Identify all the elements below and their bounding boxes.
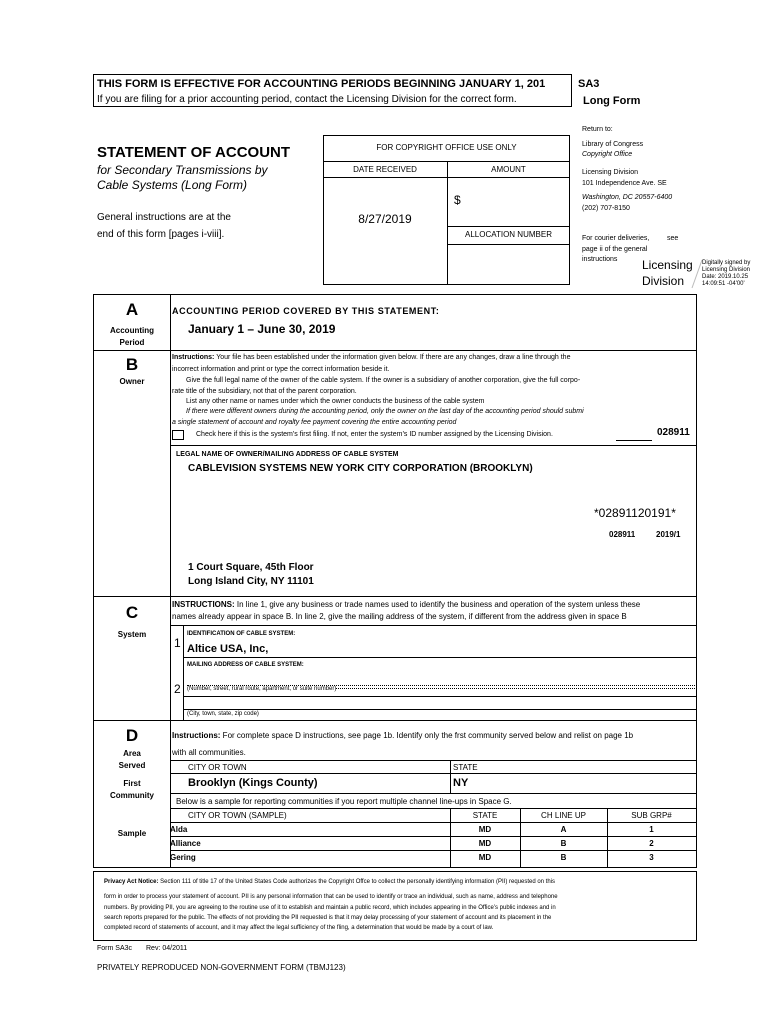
owner-instructions-text: Your file has been established under the information given below. If there are any changes, draw a line through the: [214, 354, 571, 361]
sample-row-3-city: Gering: [170, 853, 196, 862]
return-line-6: (202) 707-8150: [582, 205, 630, 212]
signature-name-2: Division: [642, 274, 685, 288]
sample-row-1-city: Alda: [170, 825, 188, 834]
area-instructions-text: For complete space D instructions, see page 1b. Identify only the frst community served below and relist on page 1b: [220, 731, 634, 740]
sample-row-3-ch: B: [560, 853, 567, 862]
date-received-value: 8/27/2019: [358, 212, 412, 226]
sample-row-3-grp: 3: [649, 853, 654, 862]
area-label-2: Served: [118, 761, 146, 770]
sample-label: Sample: [117, 829, 147, 838]
legal-name-label: LEGAL NAME OF OWNER/MAILING ADDRESS OF CABLE SYSTEM: [176, 451, 399, 458]
space-a-letter: A: [125, 300, 139, 319]
sample-row-2-grp: 2: [649, 839, 654, 848]
sample-row-3-state: MD: [478, 853, 492, 862]
return-to-label: Return to:: [582, 126, 613, 133]
amount-dollar-sign: $: [454, 193, 461, 207]
owner-name: CABLEVISION SYSTEMS NEW YORK CITY CORPORATION (BROOKLYN): [188, 463, 533, 474]
signature-detail-4: 14:09:51 -04'00': [702, 281, 745, 287]
owner-instructions-6: If there were different owners during the accounting period, only the owner on the last day of the accounting period should submi: [186, 408, 584, 415]
privacy-line-1-text: Section 111 of title 17 of the United States Code authorizes the Copyright Offce to collect the personally identifying information (PII) requested on this: [158, 879, 556, 885]
line-2-number: 2: [174, 682, 181, 696]
return-line-1: Library of Congress: [582, 141, 644, 148]
city-hint: (City, town, state, zip code): [187, 711, 259, 717]
sample-note: Below is a sample for reporting communities if you report multiple channel line-ups in Space G.: [176, 797, 512, 806]
identification-label: IDENTIFICATION OF CABLE SYSTEM:: [187, 631, 296, 637]
effective-line: THIS FORM IS EFFECTIVE FOR ACCOUNTING PERIODS BEGINNING JANUARY 1, 201: [97, 78, 546, 90]
system-id-number: 028911: [657, 427, 690, 438]
system-instructions-1: [172, 600, 696, 609]
return-line-2: Copyright Office: [582, 151, 633, 158]
owner-instructions-2: incorrect information and print or type the correct information beside it.: [172, 366, 390, 373]
first-community-city: Brooklyn (Kings County): [188, 777, 318, 789]
footer-revision: Rev: 04/2011: [146, 945, 188, 952]
courier-see: see: [667, 235, 679, 242]
owner-instructions-4: rate title of the subsidiary, not that of the parent corporation.: [172, 388, 357, 395]
return-line-3: Licensing Division: [582, 169, 639, 176]
sample-row-1-state: MD: [478, 825, 492, 834]
office-use-heading: FOR COPYRIGHT OFFICE USE ONLY: [376, 143, 517, 152]
first-community-label-2: Community: [110, 791, 154, 800]
signature-detail-3: Date: 2019.10.25: [702, 274, 749, 280]
first-community-state: NY: [453, 777, 469, 789]
owner-instructions-5: List any other name or names under which the owner conducts the business of the cable system: [186, 398, 485, 405]
long-form-label: Long Form: [583, 95, 641, 107]
general-instructions-1: General instructions are at the: [97, 212, 231, 223]
area-label-1: Area: [123, 749, 141, 758]
return-line-4: 101 Independence Ave. SE: [582, 180, 667, 187]
first-filing-checkbox[interactable]: [172, 430, 184, 440]
barcode-id: 028911: [609, 530, 636, 539]
accounting-period-value: January 1 – June 30, 2019: [188, 322, 336, 336]
space-b-label: Owner: [119, 377, 145, 386]
mailing-address-label: MAILING ADDRESS OF CABLE SYSTEM:: [187, 662, 304, 668]
privacy-line-5: completed record of statements of account, and it may affect the legal sufficiency of the fling, a determination that would be made by a court of law.: [104, 925, 494, 931]
date-received-label: DATE RECEIVED: [353, 165, 417, 174]
system-instructions-bold: INSTRUCTIONS:: [172, 600, 235, 609]
privacy-line-1: [104, 879, 555, 885]
prior-period-line: If you are filing for a prior accounting period, contact the Licensing Division for the correct form.: [97, 94, 517, 105]
signature-name-1: Licensing: [642, 258, 693, 272]
barcode-text: *02891120191*: [594, 506, 676, 520]
space-d-letter: D: [125, 726, 139, 745]
sample-row-2-ch: B: [560, 839, 567, 848]
first-community-label-1: First: [123, 779, 141, 788]
courier-line-3: instructions: [582, 256, 618, 263]
signature-detail-2: Licensing Division: [702, 267, 751, 273]
privacy-bold: Privacy Act Notice:: [104, 879, 159, 885]
sample-header-sub-grp: SUB GRP#: [631, 811, 672, 820]
courier-line-2: page ii of the general: [582, 246, 648, 253]
space-b-letter: B: [125, 355, 139, 374]
general-instructions-2: end of this form [pages i-viii].: [97, 229, 225, 240]
sample-header-ch-line-up: CH LINE UP: [541, 811, 586, 820]
area-instructions-bold: Instructions:: [172, 731, 221, 740]
owner-instructions-3: Give the full legal name of the owner of the cable system. If the owner is a subsidiary of another corporation, give the full corpo-: [186, 377, 581, 384]
footer-form-code: Form SA3c: [97, 945, 133, 952]
sample-row-2-state: MD: [478, 839, 492, 848]
courier-line-1: For courier deliveries,: [582, 235, 650, 242]
street-hint: (Number, street, rural route, apartment, or suite number): [187, 686, 337, 692]
sample-header-city: CITY OR TOWN (SAMPLE): [188, 811, 287, 820]
footer-privately-reproduced: PRIVATELY REPRODUCED NON-GOVERNMENT FORM (TBMJ123): [97, 963, 346, 972]
page-title: STATEMENT OF ACCOUNT: [97, 144, 291, 161]
owner-address-2: Long Island City, NY 11101: [188, 576, 314, 587]
system-instructions-text: In line 1, give any business or trade names used to identify the business and operation of the system unless these: [234, 600, 641, 609]
privacy-line-3: numbers. By providing PII, you are agreeing to the routine use of it to establish and maintain a public record, which includes appearing in the Office’s public indexes and in: [104, 905, 556, 911]
allocation-number-label: ALLOCATION NUMBER: [465, 230, 552, 239]
amount-label: AMOUNT: [491, 165, 526, 174]
title-sub-2: Cable Systems (Long Form): [97, 178, 248, 192]
city-or-town-header: CITY OR TOWN: [188, 763, 247, 772]
system-instructions-2: names already appear in space B. In line 2, give the mailing address of the system, if different from the address given in space B: [172, 612, 627, 621]
owner-instructions-1: [172, 354, 570, 361]
owner-instructions-7: a single statement of account and royalty fee payment covering the entire accounting period: [172, 419, 457, 426]
sample-header-state: STATE: [472, 811, 498, 820]
accounting-period-heading: ACCOUNTING PERIOD COVERED BY THIS STATEMENT:: [172, 306, 440, 316]
return-line-5: Washington, DC 20557-6400: [582, 194, 673, 201]
system-name: Altice USA, Inc,: [187, 643, 269, 655]
first-filing-text: Check here if this is the system’s first filing. If not, enter the system’s ID number assigned by the Licensing Division.: [196, 431, 553, 438]
signature-detail-1: Digitally signed by: [702, 260, 751, 266]
title-sub-1: for Secondary Transmissions by: [97, 163, 268, 177]
space-c-label: System: [117, 630, 147, 639]
sample-row-1-grp: 1: [649, 825, 654, 834]
area-instructions-2: with all communities.: [172, 748, 246, 757]
form-code: SA3: [578, 78, 600, 90]
owner-instructions-bold: Instructions:: [172, 354, 215, 361]
privacy-line-4: search reports prepared for the public. The effects of not providing the PII requested is that it may delay processing of your statement of account and its placement in the: [104, 915, 552, 921]
sample-row-2-city: Alliance: [170, 839, 201, 848]
barcode-period: 2019/1: [656, 530, 681, 539]
space-a-label-2: Period: [119, 338, 145, 347]
state-header: STATE: [453, 763, 478, 772]
area-instructions-1: [172, 731, 696, 740]
space-a-label-1: Accounting: [110, 326, 154, 335]
owner-address-1: 1 Court Square, 45th Floor: [188, 562, 314, 573]
sample-row-1-ch: A: [560, 825, 567, 834]
privacy-line-2: form in order to process your statement of account. PII is any personal information that can be used to identify or trace an individual, such as name, address and telephone: [104, 894, 558, 900]
line-1-number: 1: [174, 636, 181, 650]
space-c-letter: C: [125, 603, 139, 622]
